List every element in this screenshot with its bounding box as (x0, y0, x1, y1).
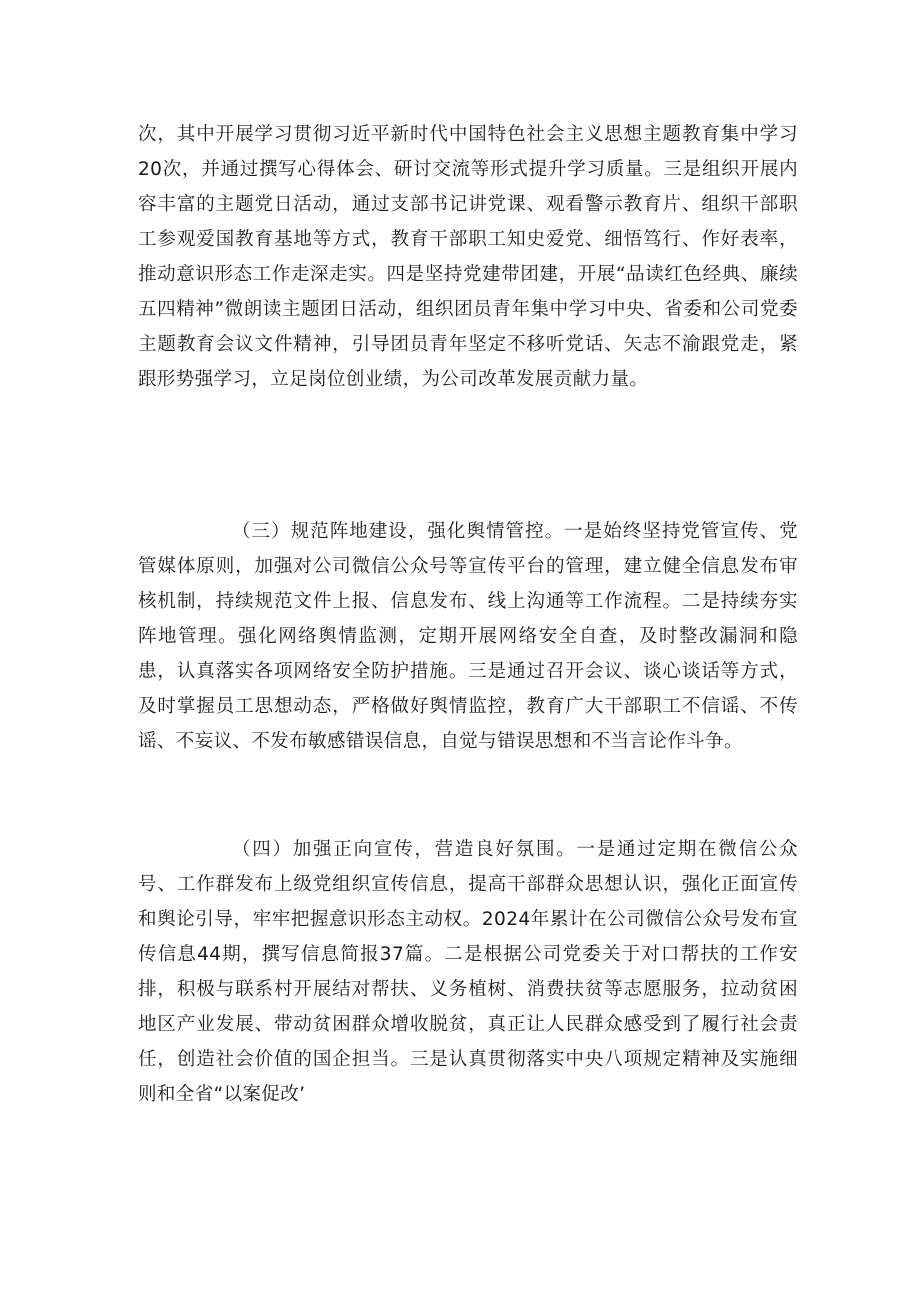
paragraph-positive-publicity: （四）加强正向宣传，营造良好氛围。一是通过定期在微信公众号、工作群发布上级党组织宣传信息，提高干部群众思想认识，强化正面宣传和舆论引导，牢牢把握意识形态主动权。2024年累计在公司微信公众号发布宣传信息44期，撰写信息简报37篇。二是根据公司党委关于对口帮扶的工作安排，积极与联系村开展结对帮扶、义务植树、消费扶贫等志愿服务，拉动贫困地区产业发展、带动贫困群众增收脱贫，真正让人民群众感受到了履行社会责任，创造社会价值的国企担当。三是认真贯彻落实中央八项规定精神及实施细则和全省“以案促改’ (138, 839, 798, 1105)
paragraph-party-learning: 次，其中开展学习贯彻习近平新时代中国特色社会主义思想主题教育集中学习20次，并通过撰写心得体会、研讨交流等形式提升学习质量。三是组织开展内容丰富的主题党日活动，通过支部书记讲党课、观看警示教育片、组织干部职工参观爱国教育基地等方式，教育干部职工知史爱党、细悟笃行、作好表率，推动意识形态工作走深走实。四是坚持党建带团建，开展“品读红色经典、廉续五四精神”微朗读主题团日活动，组织团员青年集中学习中央、省委和公司党委主题教育会议文件精神，引导团员青年坚定不移听党话、矢志不渝跟党走，紧跟形势强学习，立足岗位创业绩，为公司改革发展贡献力量。 (138, 124, 798, 390)
paragraph-position-building: （三）规范阵地建设，强化舆情管控。一是始终坚持党管宣传、党管媒体原则，加强对公司微信公众号等宣传平台的管理，建立健全信息发布审核机制，持续规范文件上报、信息发布、线上沟通等工作流程。二是持续夯实阵地管理。强化网络舆情监测，定期开展网络安全自查，及时整改漏洞和隐患，认真落实各项网络安全防护措施。三是通过召开会议、谈心谈话等方式，及时掌握员工思想动态，严格做好舆情监控，教育广大干部职工不信谣、不传谣、不妄议、不发布敏感错误信息，自觉与错误思想和不当言论作斗争。 (138, 521, 798, 752)
